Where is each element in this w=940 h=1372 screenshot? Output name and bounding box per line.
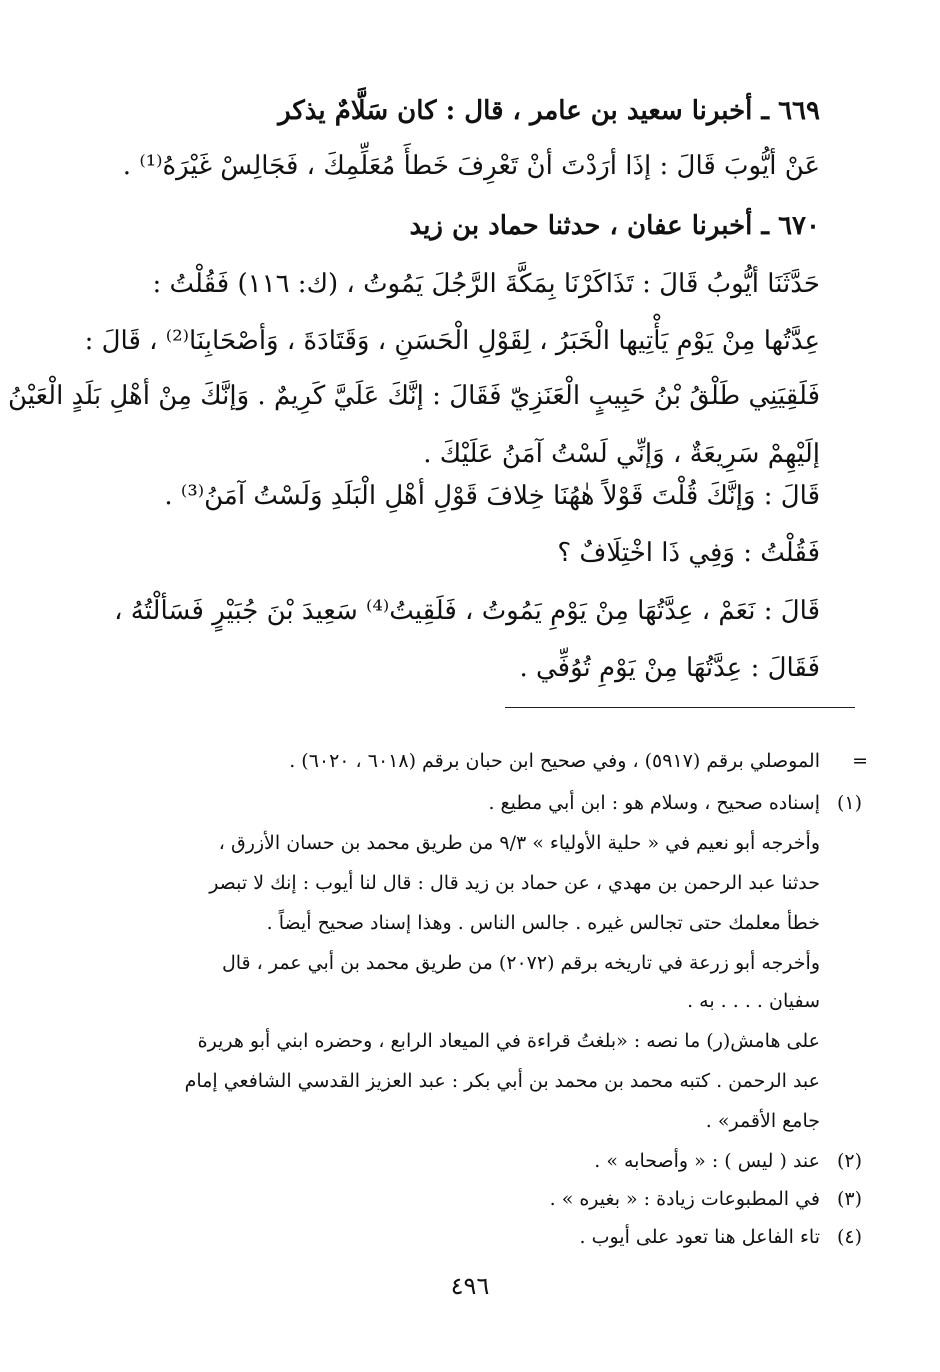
footnote-1-line-7: على هامش(ر) ما نصه : «بلغتُ قراءة في الميعاد الرابع ، وحضره ابني أبو هريرة: [197, 1030, 820, 1052]
hadith-670-line-6: فَقُلْتُ : وَفِي ذَا اخْتِلَافٌ ؟: [557, 538, 820, 568]
footnote-1-line-5: وأخرجه أبو زرعة في تاريخه برقم (٢٠٧٢) من طريق محمد بن أبي عمر ، قال: [221, 952, 820, 974]
hadith-670-line-5: قَالَ : وَإنَّكَ قُلْتَ قَوْلاً هٰهُنَا خِلافَ قَوْلِ أهْلِ الْبَلَدِ وَلَسْتُ آمَنُ⁽³⁾ .: [164, 481, 820, 511]
hadith-670-line-8: فَقَالَ : عِدَّتُهَا مِنْ يَوْمِ تُوُفِّي .: [519, 653, 820, 683]
footnote-1-line-2: وأخرجه أبو نعيم في « حلية الأولياء » ٩/٣ من طريق محمد بن حسان الأزرق ،: [218, 832, 820, 854]
footnote-separator: [505, 707, 855, 708]
hadith-669-heading: ٦٦٩ ـ أخبرنا سعيد بن عامر ، قال : كان سَلَّامٌ يذكر: [278, 96, 820, 126]
page-number: ٤٩٦: [450, 1272, 490, 1300]
footnote-1-line-1: إسناده صحيح ، وسلام هو : ابن أبي مطيع .: [488, 792, 820, 814]
footnote-1-number: (١): [836, 792, 862, 814]
footnote-2-text: عند ( ليس ) : « وأصحابه » .: [594, 1150, 820, 1172]
footnote-1-line-3: حدثنا عبد الرحمن بن مهدي ، عن حماد بن زيد قال : قال لنا أيوب : إنك لا تبصر: [209, 872, 820, 894]
footnote-1-line-9: جامع الأقمر» .: [705, 1110, 820, 1132]
continuation-mark: =: [852, 750, 868, 772]
footnote-1-line-6: سفيان . . . . به .: [687, 990, 820, 1012]
hadith-670-line-1: حَدَّثَنَا أيُّوبُ قَالَ : تَذَاكَرْنَا بِمَكَّةَ الرَّجُلَ يَمُوتُ ، (ك: ١١٦) فَقُلْتُ :: [152, 269, 820, 299]
footnote-4-number: (٤): [836, 1226, 862, 1248]
footnote-1-line-4: خطأ معلمك حتى تجالس غيره . جالس الناس . وهذا إسناد صحيح أيضاً .: [266, 912, 820, 934]
footnote-3-number: (٣): [836, 1188, 862, 1210]
footnote-3-text: في المطبوعات زيادة : « بغيره » .: [549, 1188, 820, 1210]
hadith-670-line-7: قَالَ : نَعَمْ ، عِدَّتُهَا مِنْ يَوْمِ يَمُوتُ ، فَلَقِيتُ⁽⁴⁾ سَعِيدَ بْنَ جُبَيْرٍ فَسَألْتُهُ ،: [114, 596, 820, 626]
hadith-670-heading: ٦٧٠ ـ أخبرنا عفان ، حدثنا حماد بن زيد: [409, 211, 820, 241]
hadith-670-line-4: إلَيْهِمْ سَرِيعَةٌ ، وَإنِّي لَسْتُ آمَنُ عَلَيْكَ .: [423, 439, 820, 469]
hadith-670-line-3: فَلَقِيَنِي طَلْقُ بْنُ حَبِيبٍ الْعَنَزِيّ فَقَالَ : إنَّكَ عَلَيَّ كَرِيمٌ . وَإنَّكَ مِنْ أهْلِ بَلَدٍ الْعَيْنُ: [8, 381, 820, 411]
footnote-2-number: (٢): [836, 1150, 862, 1172]
hadith-669-text: عَنْ أيُّوبَ قَالَ : إذَا أرَدْتَ أنْ تَعْرِفَ خَطأَ مُعَلِّمِكَ ، فَجَالِسْ غَيْرَهُ⁽¹⁾ .: [122, 151, 820, 181]
footnote-4-text: تاء الفاعل هنا تعود على أيوب .: [579, 1226, 820, 1248]
hadith-670-line-2: عِدَّتُها مِنْ يَوْمِ يَأْتِيها الْخَبَرُ ، لِقَوْلِ الْحَسَنِ ، وَقَتَادَةَ ، وَأصْحَابِنَا⁽²⁾ ، قَالَ :: [84, 326, 820, 356]
footnote-1-line-8: عبد الرحمن . كتبه محمد بن محمد بن أبي بكر : عبد العزيز القدسي الشافعي إمام: [184, 1070, 820, 1092]
footnote-continuation: الموصلي برقم (٥٩١٧) ، وفي صحيح ابن حبان برقم (٦٠١٨ ، ٦٠٢٠) .: [289, 750, 820, 772]
